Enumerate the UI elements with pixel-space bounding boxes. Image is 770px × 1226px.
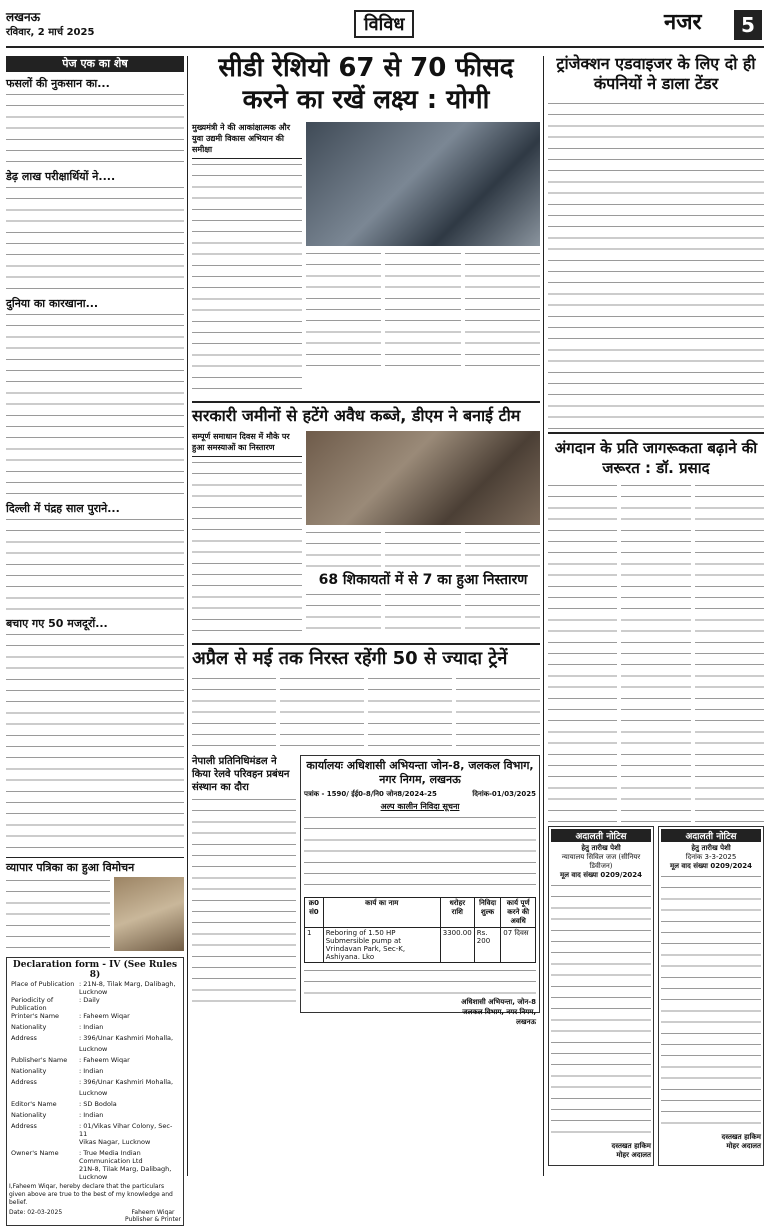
article-body: [621, 482, 690, 822]
article-body: [6, 516, 184, 616]
article-body: [548, 482, 617, 822]
story-block: [192, 122, 540, 397]
declaration-value: : 396/Unar Kashmiri Mohalla,: [78, 1078, 174, 1086]
declaration-value: : Indian: [78, 1111, 104, 1119]
declaration-row: [9, 1012, 181, 1023]
notice-body: [661, 873, 761, 1133]
article-body: [548, 100, 764, 432]
article-body: [695, 482, 764, 822]
declaration-label: Place of Publication: [11, 980, 75, 988]
article-body: [465, 250, 540, 374]
article-block: [6, 877, 184, 951]
article-body: [280, 675, 364, 751]
declaration-label: Nationality: [11, 1067, 47, 1075]
article-body: [306, 529, 381, 569]
notice-sign: दस्तखत हाकिम मोहर अदालत: [611, 1142, 651, 1159]
article-body: [6, 311, 184, 501]
story-subhead: मुख्यमंत्री ने की आकांक्षात्मक और युवा उद्यमी विकास अभियान की समीक्षा: [192, 122, 302, 159]
story-left: [192, 122, 302, 397]
officials-photo: [306, 431, 540, 525]
tender-row: [305, 928, 536, 963]
notice-date: दिनांक 3-3-2025: [685, 853, 737, 861]
article-body: [385, 591, 460, 637]
declaration-label: Printer's Name: [11, 1012, 60, 1020]
declaration-value: Lucknow: [78, 1089, 108, 1097]
headline-3: 68 शिकायतों में से 7 का हुआ निस्तारण: [318, 572, 528, 588]
story-subhead: सम्पूर्ण समाधान दिवस में मौके पर हुआ समस्याओं का निस्तारण: [192, 431, 302, 457]
declaration-label: Address: [11, 1122, 37, 1130]
court-notice: [548, 826, 654, 1166]
declaration-value: : Daily: [78, 996, 100, 1004]
declaration-label: [9, 1138, 77, 1149]
notice-court: हेतु तारीख पेशी: [691, 844, 731, 852]
column-divider: [543, 56, 544, 1176]
article-photo: [114, 877, 184, 951]
story-left: [192, 431, 302, 639]
story-block-2: [192, 431, 540, 639]
notice-sign: अधिशासी अभियन्ता, जोन-8 जलकल विभाग, नगर निगम, लखनऊ: [461, 998, 536, 1026]
tender-header-cell: क्र0 सं0: [305, 898, 324, 928]
article-body: [306, 591, 381, 637]
article-body: [385, 529, 460, 569]
declaration-value: Vikas Nagar, Lucknow: [78, 1138, 151, 1146]
notice-title: कार्यालयः अधिशासी अभियन्ता जोन-8, जलकल विभाग, नगर निगम, लखनऊ: [306, 759, 534, 786]
article-heading: व्यापार पत्रिका का हुआ विमोचन: [6, 857, 184, 875]
notice-case: मूल वाद संख्या 0209/2024: [560, 871, 642, 879]
right-column: [548, 54, 764, 1176]
declaration-label: Address: [11, 1034, 37, 1042]
story-columns: [192, 675, 540, 751]
tender-header-cell: निविदा शुल्क: [474, 898, 501, 928]
article-body: [6, 91, 184, 169]
declaration-value: : Indian: [78, 1023, 104, 1031]
declaration-row: [9, 1122, 181, 1138]
declaration-row: [9, 1165, 181, 1181]
page-header: [6, 6, 764, 48]
notice-head: अदालती नोटिस: [551, 829, 651, 842]
declaration-value: : 396/Unar Kashmiri Mohalla,: [78, 1034, 174, 1042]
headline-2: सरकारी जमीनों से हटेंगे अवैध कब्जे, डीएम ने बनाई टीम: [192, 401, 540, 427]
article-heading: फसलों की नुकसान का...: [6, 77, 110, 90]
notice-body: [304, 814, 536, 894]
declaration-label: Address: [11, 1078, 37, 1086]
notice-body: [551, 882, 651, 1142]
declaration-row: [9, 1067, 181, 1078]
declaration-row: [9, 996, 181, 1012]
declaration-row: [9, 1149, 181, 1165]
story-columns: [306, 250, 540, 374]
declaration-label: Periodicity of Publication: [11, 996, 54, 1012]
header-date: रविवार, 2 मार्च 2025: [6, 27, 95, 38]
declaration-row: [9, 1056, 181, 1067]
declaration-note: I,Faheem Wiqar, hereby declare that the particulars given above are true to the best of my knowledge and belief.: [9, 1183, 173, 1206]
left-column: [6, 56, 184, 1223]
declaration-row: [9, 1100, 181, 1111]
column-divider: [187, 56, 188, 1176]
article-body: [465, 529, 540, 569]
tender-cell: 07 दिवस: [501, 928, 536, 963]
article-body: [192, 675, 276, 751]
brand-logo: नजर: [664, 9, 702, 35]
right-headline-2: अंगदान के प्रति जागरूकता बढ़ाने की जरूरत : डॉ. प्रसाद: [548, 432, 764, 478]
notice-sign: दस्तखत हाकिम मोहर अदालत: [721, 1133, 761, 1150]
header-city: लखनऊ: [6, 10, 41, 24]
declaration-sign: Faheem Wiqar Publisher & Printer: [125, 1209, 181, 1223]
article-body: [465, 591, 540, 637]
declaration-label: Editor's Name: [11, 1100, 57, 1108]
declaration-value: : Faheem Wiqar: [78, 1012, 130, 1020]
tender-header-cell: कार्य पूर्ण करने की अवधि: [501, 898, 536, 928]
story-block-4: [192, 755, 540, 1026]
tender-notice: [300, 755, 540, 1026]
headline-4: अप्रैल से मई तक निरस्त रहेंगी 50 से ज्यादा ट्रेनें: [192, 643, 540, 671]
court-notice: [658, 826, 764, 1166]
tender-cell: 1: [305, 928, 324, 963]
article-body: [6, 184, 184, 296]
continued-tag: पेज एक का शेष: [6, 56, 184, 72]
declaration-value: : True Media Indian Communication Ltd: [78, 1149, 143, 1165]
declaration-label: Nationality: [11, 1023, 47, 1031]
declaration-value: 21N-8, Tilak Marg, Dalibagh, Lucknow: [78, 1165, 172, 1181]
declaration-value: : SD Bodola: [78, 1100, 117, 1108]
notice-head: अदालती नोटिस: [661, 829, 761, 842]
declaration-value: : 01/Vikas Vihar Colony, Sec-11: [78, 1122, 173, 1138]
declaration-row: [9, 1045, 181, 1056]
notice-body: [304, 967, 536, 997]
declaration-title: Declaration form - IV (See Rules 8): [12, 960, 178, 980]
declaration-row: [9, 1138, 181, 1149]
declaration-row: [9, 1034, 181, 1045]
article-body: [192, 459, 302, 639]
declaration-form: [6, 957, 184, 1226]
declaration-label: [9, 1165, 77, 1181]
article-body: [192, 796, 296, 1006]
notice-date: दिनांक-01/03/2025: [472, 790, 536, 798]
declaration-row: [9, 1078, 181, 1089]
story-columns: [306, 591, 540, 637]
notice-ref: पत्रांक - 1590/ ईई0-8/नि0 जोन8/2024-25: [304, 790, 437, 798]
story-columns: [548, 482, 764, 822]
article-body: [385, 250, 460, 374]
declaration-footer: [9, 1209, 181, 1223]
declaration-row: [9, 980, 181, 996]
tender-notice-box: [300, 755, 540, 1026]
story-right: [306, 431, 540, 639]
main-headline: सीडी रेशियो 67 से 70 फीसद करने का रखें लक्ष्य : योगी: [218, 53, 514, 115]
declaration-row: [9, 1023, 181, 1034]
article-body: [456, 675, 540, 751]
article-heading: दिल्ली में पंद्रह साल पुराने...: [6, 502, 120, 515]
article-body: [6, 631, 184, 857]
article-body: [368, 675, 452, 751]
article-heading: बचाए गए 50 मजदूरों...: [6, 617, 108, 630]
declaration-label: Nationality: [11, 1111, 47, 1119]
story-left: [192, 755, 296, 1013]
declaration-label: Publisher's Name: [11, 1056, 68, 1064]
section-title: विविध: [354, 10, 414, 38]
tender-header-row: [305, 898, 536, 928]
court-notices: [548, 826, 764, 1166]
tender-cell: 3300.00: [440, 928, 474, 963]
declaration-value: Lucknow: [78, 1045, 108, 1053]
right-headline: ट्रांजेक्शन एडवाइजर के लिए दो ही कंपनियों ने डाला टेंडर: [556, 54, 756, 93]
tender-cell: Reboring of 1.50 HP Submersible pump at Vrindavan Park, Sec-K, Ashiyana. Lko: [323, 928, 440, 963]
center-column: [192, 52, 540, 1176]
declaration-value: : Indian: [78, 1067, 104, 1075]
tender-table: [304, 897, 536, 963]
meeting-photo: [306, 122, 540, 246]
declaration-row: [9, 1111, 181, 1122]
tender-header-cell: धरोहर राशि: [440, 898, 474, 928]
page-number: 5: [734, 10, 762, 40]
declaration-label: [9, 1089, 77, 1100]
notice-court: हेतु तारीख पेशी: [581, 844, 621, 852]
notice-court-name: न्यायालय सिविल जज (सीनियर डिवीजन): [561, 853, 641, 870]
tender-cell: Rs. 200: [474, 928, 501, 963]
story-right: [306, 122, 540, 397]
article-body: [306, 250, 381, 374]
story-subhead: नेपाली प्रतिनिधिमंडल ने किया रेलवे परिवहन प्रबंधन संस्थान का दौरा: [192, 756, 290, 793]
article-heading: दुनिया का कारखाना...: [6, 297, 99, 310]
declaration-row: [9, 1089, 181, 1100]
declaration-table: [9, 980, 181, 1181]
article-body: [6, 877, 110, 951]
notice-case: मूल वाद संख्या 0209/2024: [670, 862, 752, 870]
declaration-value: : 21N-8, Tilak Marg, Dalibagh, Lucknow: [78, 980, 176, 996]
declaration-label: [9, 1045, 77, 1056]
article-body: [192, 161, 302, 397]
declaration-value: : Faheem Wiqar: [78, 1056, 130, 1064]
declaration-label: Owner's Name: [11, 1149, 59, 1157]
tender-header-cell: कार्य का नाम: [323, 898, 440, 928]
notice-ref-row: [304, 790, 536, 799]
story-columns: [306, 529, 540, 569]
declaration-date: Date: 02-03-2025: [9, 1209, 63, 1216]
article-heading: डेढ़ लाख परीक्षार्थियों ने....: [6, 170, 116, 183]
notice-subtitle: अल्प कालीन निविदा सूचना: [380, 802, 460, 811]
